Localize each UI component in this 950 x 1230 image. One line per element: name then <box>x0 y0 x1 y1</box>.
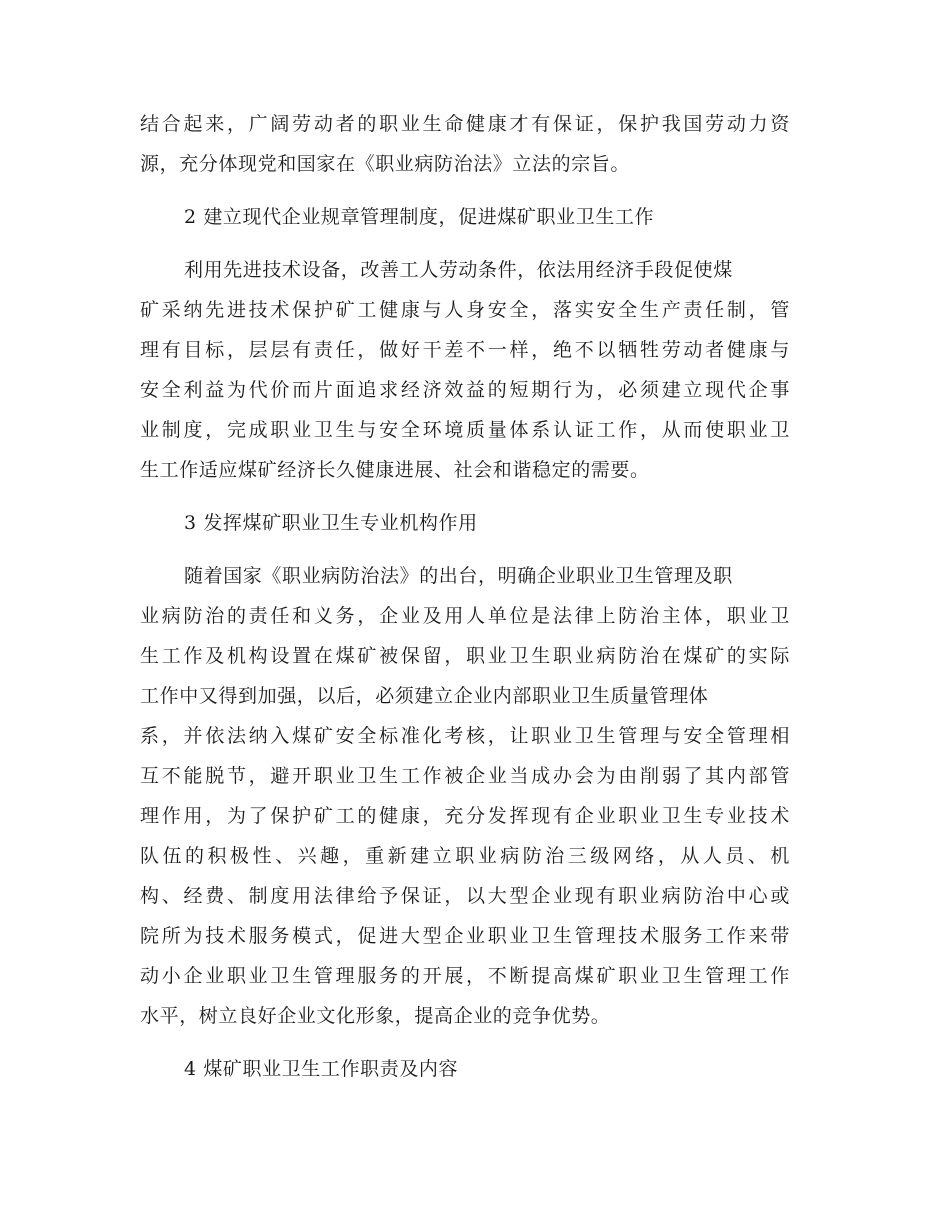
section-heading: 2 建立现代企业规章管理制度，促进煤矿职业卫生工作 <box>184 206 655 228</box>
text-line: 业病防治的责任和义务，企业及用人单位是法律上防治主体，职业卫 <box>140 605 790 627</box>
section-heading: 3 发挥煤矿职业卫生专业机构作用 <box>184 512 478 534</box>
text-line: 随着国家《职业病防治法》的出台，明确企业职业卫生管理及职 <box>184 565 733 587</box>
text-line: 矿采纳先进技术保护矿工健康与人身安全，落实安全生产责任制，管 <box>140 299 790 321</box>
text-line: 工作中又得到加强，以后，必须建立企业内部职业卫生质量管理体 <box>140 685 709 707</box>
text-line: 理作用，为了保护矿工的健康，充分发挥现有企业职业卫生专业技术 <box>140 805 790 827</box>
text-line: 业制度，完成职业卫生与安全环境质量体系认证工作，从而使职业卫 <box>140 419 790 441</box>
text-line: 源，充分体现党和国家在《职业病防治法》立法的宗旨。 <box>140 153 631 175</box>
section-heading: 4 煤矿职业卫生工作职责及内容 <box>184 1058 459 1080</box>
text-line: 安全利益为代价而片面追求经济效益的短期行为，必须建立现代企事 <box>140 379 790 401</box>
text-line: 动小企业职业卫生管理服务的开展，不断提高煤矿职业卫生管理工作 <box>140 965 790 987</box>
text-line: 结合起来，广阔劳动者的职业生命健康才有保证，保护我国劳动力资 <box>140 113 790 135</box>
text-line: 系，并依法纳入煤矿安全标准化考核，让职业卫生管理与安全管理相 <box>140 725 790 747</box>
text-line: 利用先进技术设备，改善工人劳动条件，依法用经济手段促使煤 <box>184 259 733 281</box>
text-line: 生工作及机构设置在煤矿被保留，职业卫生职业病防治在煤矿的实际 <box>140 645 790 667</box>
text-line: 生工作适应煤矿经济长久健康进展、社会和谐稳定的需要。 <box>140 459 650 481</box>
text-line: 水平，树立良好企业文化形象，提高企业的竞争优势。 <box>140 1005 611 1027</box>
text-line: 互不能脱节，避开职业卫生工作被企业当成办会为由削弱了其内部管 <box>140 765 790 787</box>
text-line: 理有目标，层层有责任，做好干差不一样，绝不以牺牲劳动者健康与 <box>140 339 790 361</box>
text-line: 队伍的积极性、兴趣，重新建立职业病防治三级网络，从人员、机 <box>140 845 790 867</box>
text-line: 院所为技术服务模式，促进大型企业职业卫生管理技术服务工作来带 <box>140 925 790 947</box>
text-line: 构、经费、制度用法律给予保证，以大型企业现有职业病防治中心或 <box>140 885 790 907</box>
